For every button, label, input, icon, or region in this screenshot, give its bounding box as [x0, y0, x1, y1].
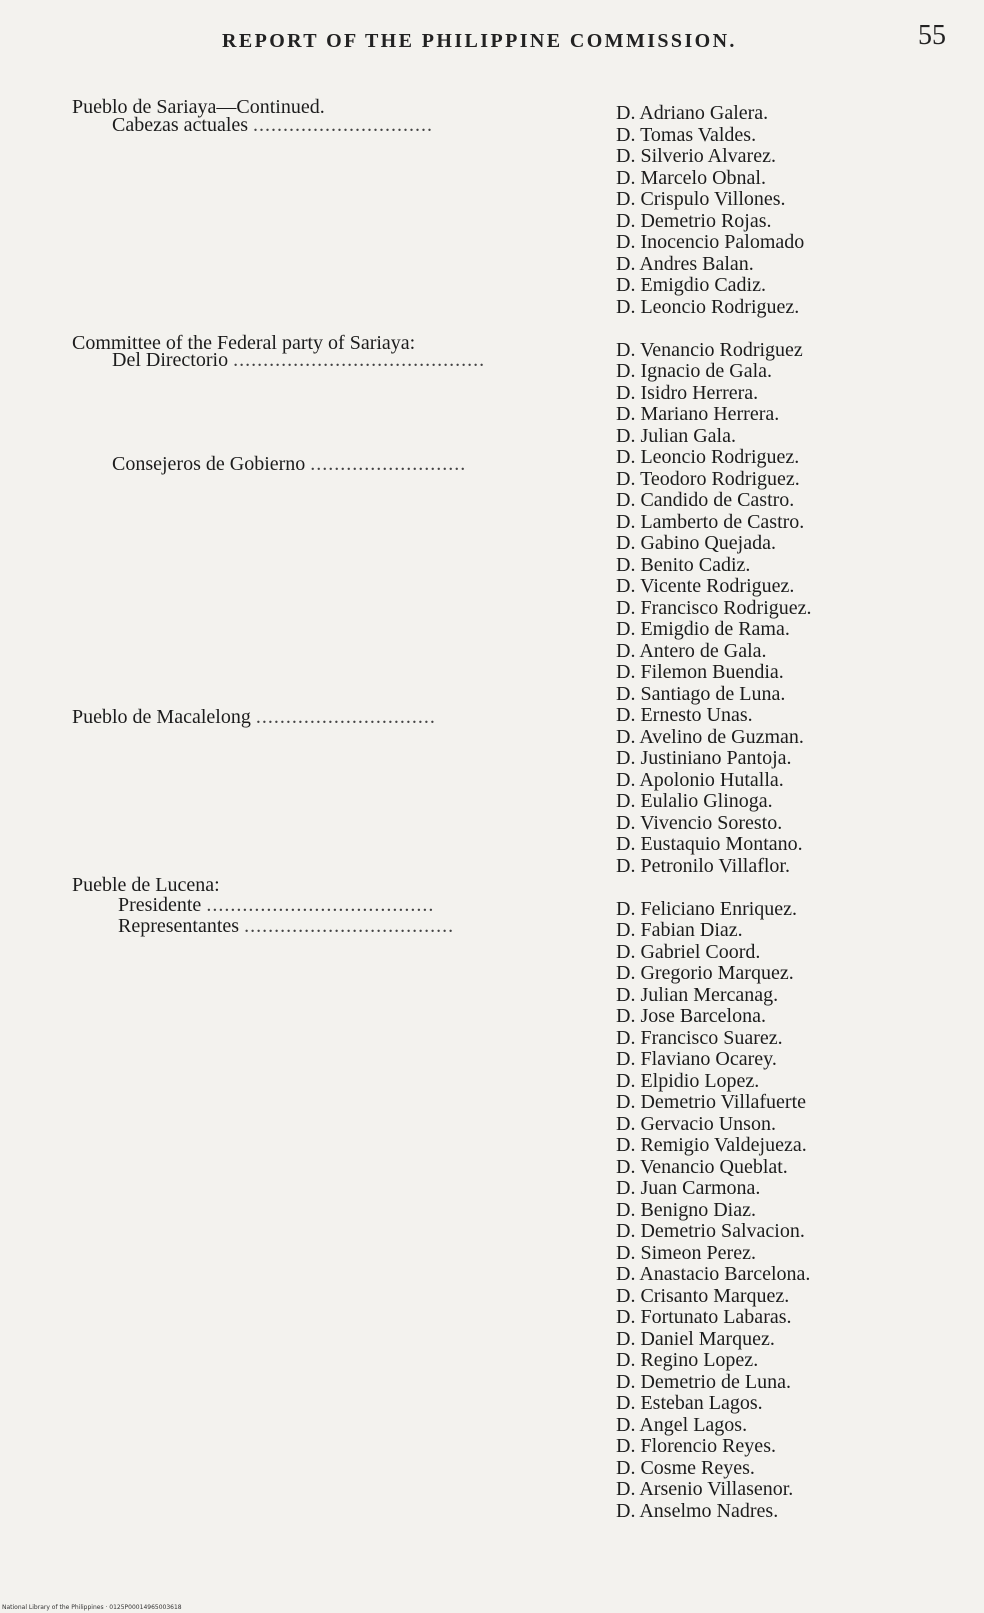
list-item: D. Jose Barcelona. — [616, 1005, 766, 1027]
dot-leader: .......................... — [310, 453, 467, 475]
label-pueblo-de-macalelong — [72, 707, 436, 729]
list-item: D. Gervacio Unson. — [616, 1112, 776, 1135]
list-item: D. Isidro Herrera. — [616, 381, 759, 404]
list-item: D. Inocencio Palomado — [616, 231, 805, 253]
list-item: D. Remigio Valdejueza. — [616, 1134, 807, 1156]
list-item: D. Venancio Rodriguez — [616, 338, 803, 361]
list-item: D. Francisco Suarez. — [616, 1026, 783, 1049]
list-item: D. Tomas Valdes. — [616, 123, 757, 146]
list-item: D. Elpidio Lopez. — [616, 1069, 760, 1092]
list-item: D. Teodoro Rodriguez. — [616, 467, 800, 490]
list-item: D. Anselmo Nadres. — [616, 1499, 779, 1522]
list-item: D. Ernesto Unas. — [616, 704, 753, 726]
list-item: D. Mariano Herrera. — [616, 403, 780, 425]
list-item: D. Esteban Lagos. — [616, 1392, 763, 1414]
list-item: D. Julian Mercanag. — [616, 983, 779, 1006]
list-item: D. Santiago de Luna. — [616, 682, 786, 705]
running-head: REPORT OF THE PHILIPPINE COMMISSION. — [222, 30, 737, 52]
list-item: D. Feliciano Enriquez. — [616, 897, 798, 920]
list-item: D. Gabino Quejada. — [616, 532, 776, 554]
list-item: D. Demetrio Salvacion. — [616, 1220, 805, 1242]
page-number: 55 — [918, 20, 946, 51]
dot-leader: .............................. — [253, 114, 434, 136]
label-text: Presidente — [118, 894, 202, 916]
list-item: D. Silverio Alvarez. — [616, 145, 776, 167]
label-text: Cabezas actuales — [112, 114, 249, 136]
label-consejeros-de-gobierno — [112, 454, 466, 476]
label-presidente — [118, 895, 434, 917]
dot-leader: ................................... — [244, 915, 455, 937]
list-item: D. Antero de Gala. — [616, 639, 767, 662]
list-item: D. Crispulo Villones. — [616, 188, 786, 210]
label-text: Representantes — [118, 915, 240, 937]
list-item: D. Flaviano Ocarey. — [616, 1048, 777, 1070]
list-item: D. Marcelo Obnal. — [616, 166, 766, 189]
list-item: D. Avelino de Guzman. — [616, 725, 804, 748]
list-item: D. Juan Carmona. — [616, 1177, 761, 1199]
list-item: D. Leoncio Rodriguez. — [616, 446, 800, 468]
list-item: D. Filemon Buendia. — [616, 661, 784, 683]
list-item: D. Eustaquio Montano. — [616, 833, 803, 855]
label-text: Consejeros de Gobierno — [112, 453, 306, 475]
list-item: D. Anastacio Barcelona. — [616, 1263, 811, 1285]
label-text: Pueblo de Macalelong — [72, 706, 251, 728]
list-item: D. Gregorio Marquez. — [616, 962, 794, 984]
list-item: D. Demetrio de Luna. — [616, 1370, 791, 1393]
list-item: D. Justiniano Pantoja. — [616, 747, 792, 769]
list-item: D. Fabian Diaz. — [616, 919, 743, 941]
list-item: D. Benito Cadiz. — [616, 553, 751, 576]
list-item: D. Crisanto Marquez. — [616, 1284, 790, 1307]
list-item: D. Petronilo Villaflor. — [616, 854, 790, 877]
list-item: D. Fortunato Labaras. — [616, 1306, 792, 1328]
label-cabezas-actuales — [112, 115, 433, 137]
section-heading-lucena: Pueble de Lucena: — [72, 874, 220, 896]
list-gap — [616, 318, 812, 340]
list-item: D. Florencio Reyes. — [616, 1435, 776, 1457]
footer-credit: National Library of the Philippines · 0125P00014965003618 — [2, 1604, 182, 1611]
section-heading-federal-party: Committee of the Federal party of Sariaya: — [72, 332, 416, 354]
list-item: D. Apolonio Hutalla. — [616, 768, 784, 791]
list-item: D. Lamberto de Castro. — [616, 510, 805, 533]
list-item: D. Demetrio Villafuerte — [616, 1091, 807, 1113]
label-text: Del Directorio — [112, 349, 229, 371]
list-item: D. Francisco Rodriguez. — [616, 596, 812, 619]
dot-leader: ...................................... — [206, 894, 435, 916]
names-list — [616, 103, 812, 1522]
label-del-directorio — [112, 350, 485, 372]
list-item: D. Eulalio Glinoga. — [616, 790, 773, 812]
list-item: D. Venancio Queblat. — [616, 1155, 788, 1178]
list-item: D. Angel Lagos. — [616, 1413, 748, 1436]
list-item: D. Vivencio Soresto. — [616, 811, 783, 834]
label-representantes — [118, 916, 454, 938]
list-item: D. Leoncio Rodriguez. — [616, 295, 800, 318]
list-item: D. Andres Balan. — [616, 252, 754, 275]
list-item: D. Regino Lopez. — [616, 1349, 759, 1371]
list-item: D. Cosme Reyes. — [616, 1456, 755, 1479]
list-item: D. Julian Gala. — [616, 424, 736, 447]
list-item: D. Adriano Galera. — [616, 102, 769, 124]
dot-leader: .......................................... — [233, 349, 486, 371]
list-item: D. Vicente Rodriguez. — [616, 575, 795, 597]
list-gap — [616, 877, 812, 899]
list-item: D. Simeon Perez. — [616, 1241, 756, 1264]
list-item: D. Emigdio Cadiz. — [616, 274, 766, 296]
list-item: D. Candido de Castro. — [616, 489, 795, 511]
list-item: D. Gabriel Coord. — [616, 940, 761, 963]
list-item: D. Arsenio Villasenor. — [616, 1478, 794, 1500]
list-item: D. Benigno Diaz. — [616, 1198, 756, 1221]
dot-leader: .............................. — [255, 706, 436, 728]
list-item: D. Demetrio Rojas. — [616, 209, 772, 232]
section-heading-sariaya: Pueblo de Sariaya—Continued. — [72, 96, 325, 118]
list-item: D. Daniel Marquez. — [616, 1327, 775, 1350]
list-item: D. Ignacio de Gala. — [616, 360, 773, 382]
list-item: D. Emigdio de Rama. — [616, 618, 790, 640]
